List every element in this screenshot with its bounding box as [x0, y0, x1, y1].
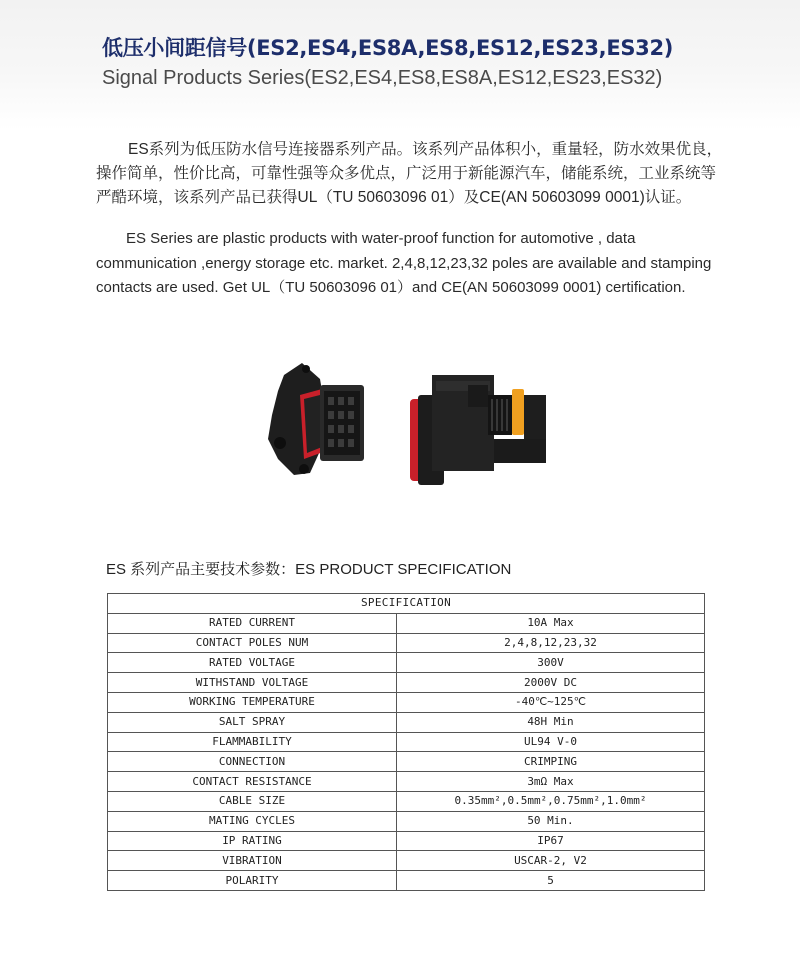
spec-value: CRIMPING: [397, 752, 705, 772]
spec-table: [107, 593, 705, 891]
spec-table-header: SPECIFICATION: [108, 594, 705, 614]
table-row: [108, 673, 705, 693]
table-row: [108, 732, 705, 752]
table-row: [108, 712, 705, 732]
intro-cn-line: 操作简单，性价比高，可靠性强等众多优点，广泛用于新能源汽车，储能系统，工业系统等: [96, 165, 717, 182]
spec-value: 2000V DC: [397, 673, 705, 693]
spec-value: -40℃~125℃: [397, 692, 705, 712]
table-row: [108, 871, 705, 891]
spec-label: CONTACT POLES NUM: [108, 633, 397, 653]
spec-label: SALT SPRAY: [108, 712, 397, 732]
spec-label: IP RATING: [108, 831, 397, 851]
spec-value: 0.35mm²,0.5mm²,0.75mm²,1.0mm²: [397, 791, 705, 811]
spec-label: POLARITY: [108, 871, 397, 891]
intro-en-line: ES Series are plastic products with water-proof function for automotive , data: [126, 230, 636, 247]
table-row: [108, 851, 705, 871]
table-row: [108, 752, 705, 772]
spec-label: RATED VOLTAGE: [108, 653, 397, 673]
spec-label: CABLE SIZE: [108, 791, 397, 811]
spec-label: MATING CYCLES: [108, 811, 397, 831]
table-row: [108, 772, 705, 792]
spec-label: RATED CURRENT: [108, 613, 397, 633]
page-title-cn: 低压小间距信号(ES2,ES4,ES8A,ES8,ES12,ES23,ES32): [102, 36, 674, 60]
spec-value: 2,4,8,12,23,32: [397, 633, 705, 653]
spec-label: CONTACT RESISTANCE: [108, 772, 397, 792]
spec-label: WITHSTAND VOLTAGE: [108, 673, 397, 693]
product-image: [260, 355, 560, 495]
intro-cn-line: 严酷环境，该系列产品已获得UL（TU 50603096 01）及CE(AN 50603099 0001)认证。: [96, 189, 692, 206]
spec-value: 50 Min.: [397, 811, 705, 831]
header-band: [0, 0, 800, 130]
spec-label: FLAMMABILITY: [108, 732, 397, 752]
receptacle-connector-image: [268, 363, 364, 475]
spec-value: 48H Min: [397, 712, 705, 732]
page-title-en: Signal Products Series(ES2,ES4,ES8,ES8A,ES12,ES23,ES32): [102, 67, 663, 89]
spec-value: 5: [397, 871, 705, 891]
spec-value: IP67: [397, 831, 705, 851]
table-row: [108, 831, 705, 851]
intro-en-line: communication ,energy storage etc. market. 2,4,8,12,23,32 poles are available and stamping: [96, 254, 712, 272]
intro-en-line: contacts are used. Get UL（TU 50603096 01）and CE(AN 50603099 0001) certification.: [96, 279, 686, 296]
spec-table-header-row: [108, 594, 705, 614]
table-row: [108, 811, 705, 831]
spec-value: UL94 V-0: [397, 732, 705, 752]
plug-connector-image: [410, 375, 546, 485]
spec-value: USCAR-2, V2: [397, 851, 705, 871]
table-row: [108, 653, 705, 673]
spec-label: WORKING TEMPERATURE: [108, 692, 397, 712]
spec-label: VIBRATION: [108, 851, 397, 871]
table-row: [108, 692, 705, 712]
table-row: [108, 791, 705, 811]
table-row: [108, 613, 705, 633]
intro-paragraph-cn: [96, 138, 726, 210]
intro-cn-line: ES系列为低压防水信号连接器系列产品。该系列产品体积小，重量轻，防水效果优良，: [128, 141, 723, 158]
intro-paragraph-en: [96, 227, 726, 301]
spec-value: 300V: [397, 653, 705, 673]
spec-value: 3mΩ Max: [397, 772, 705, 792]
spec-value: 10A Max: [397, 613, 705, 633]
table-row: [108, 633, 705, 653]
spec-heading: ES 系列产品主要技术参数：ES PRODUCT SPECIFICATION: [106, 561, 512, 578]
spec-label: CONNECTION: [108, 752, 397, 772]
